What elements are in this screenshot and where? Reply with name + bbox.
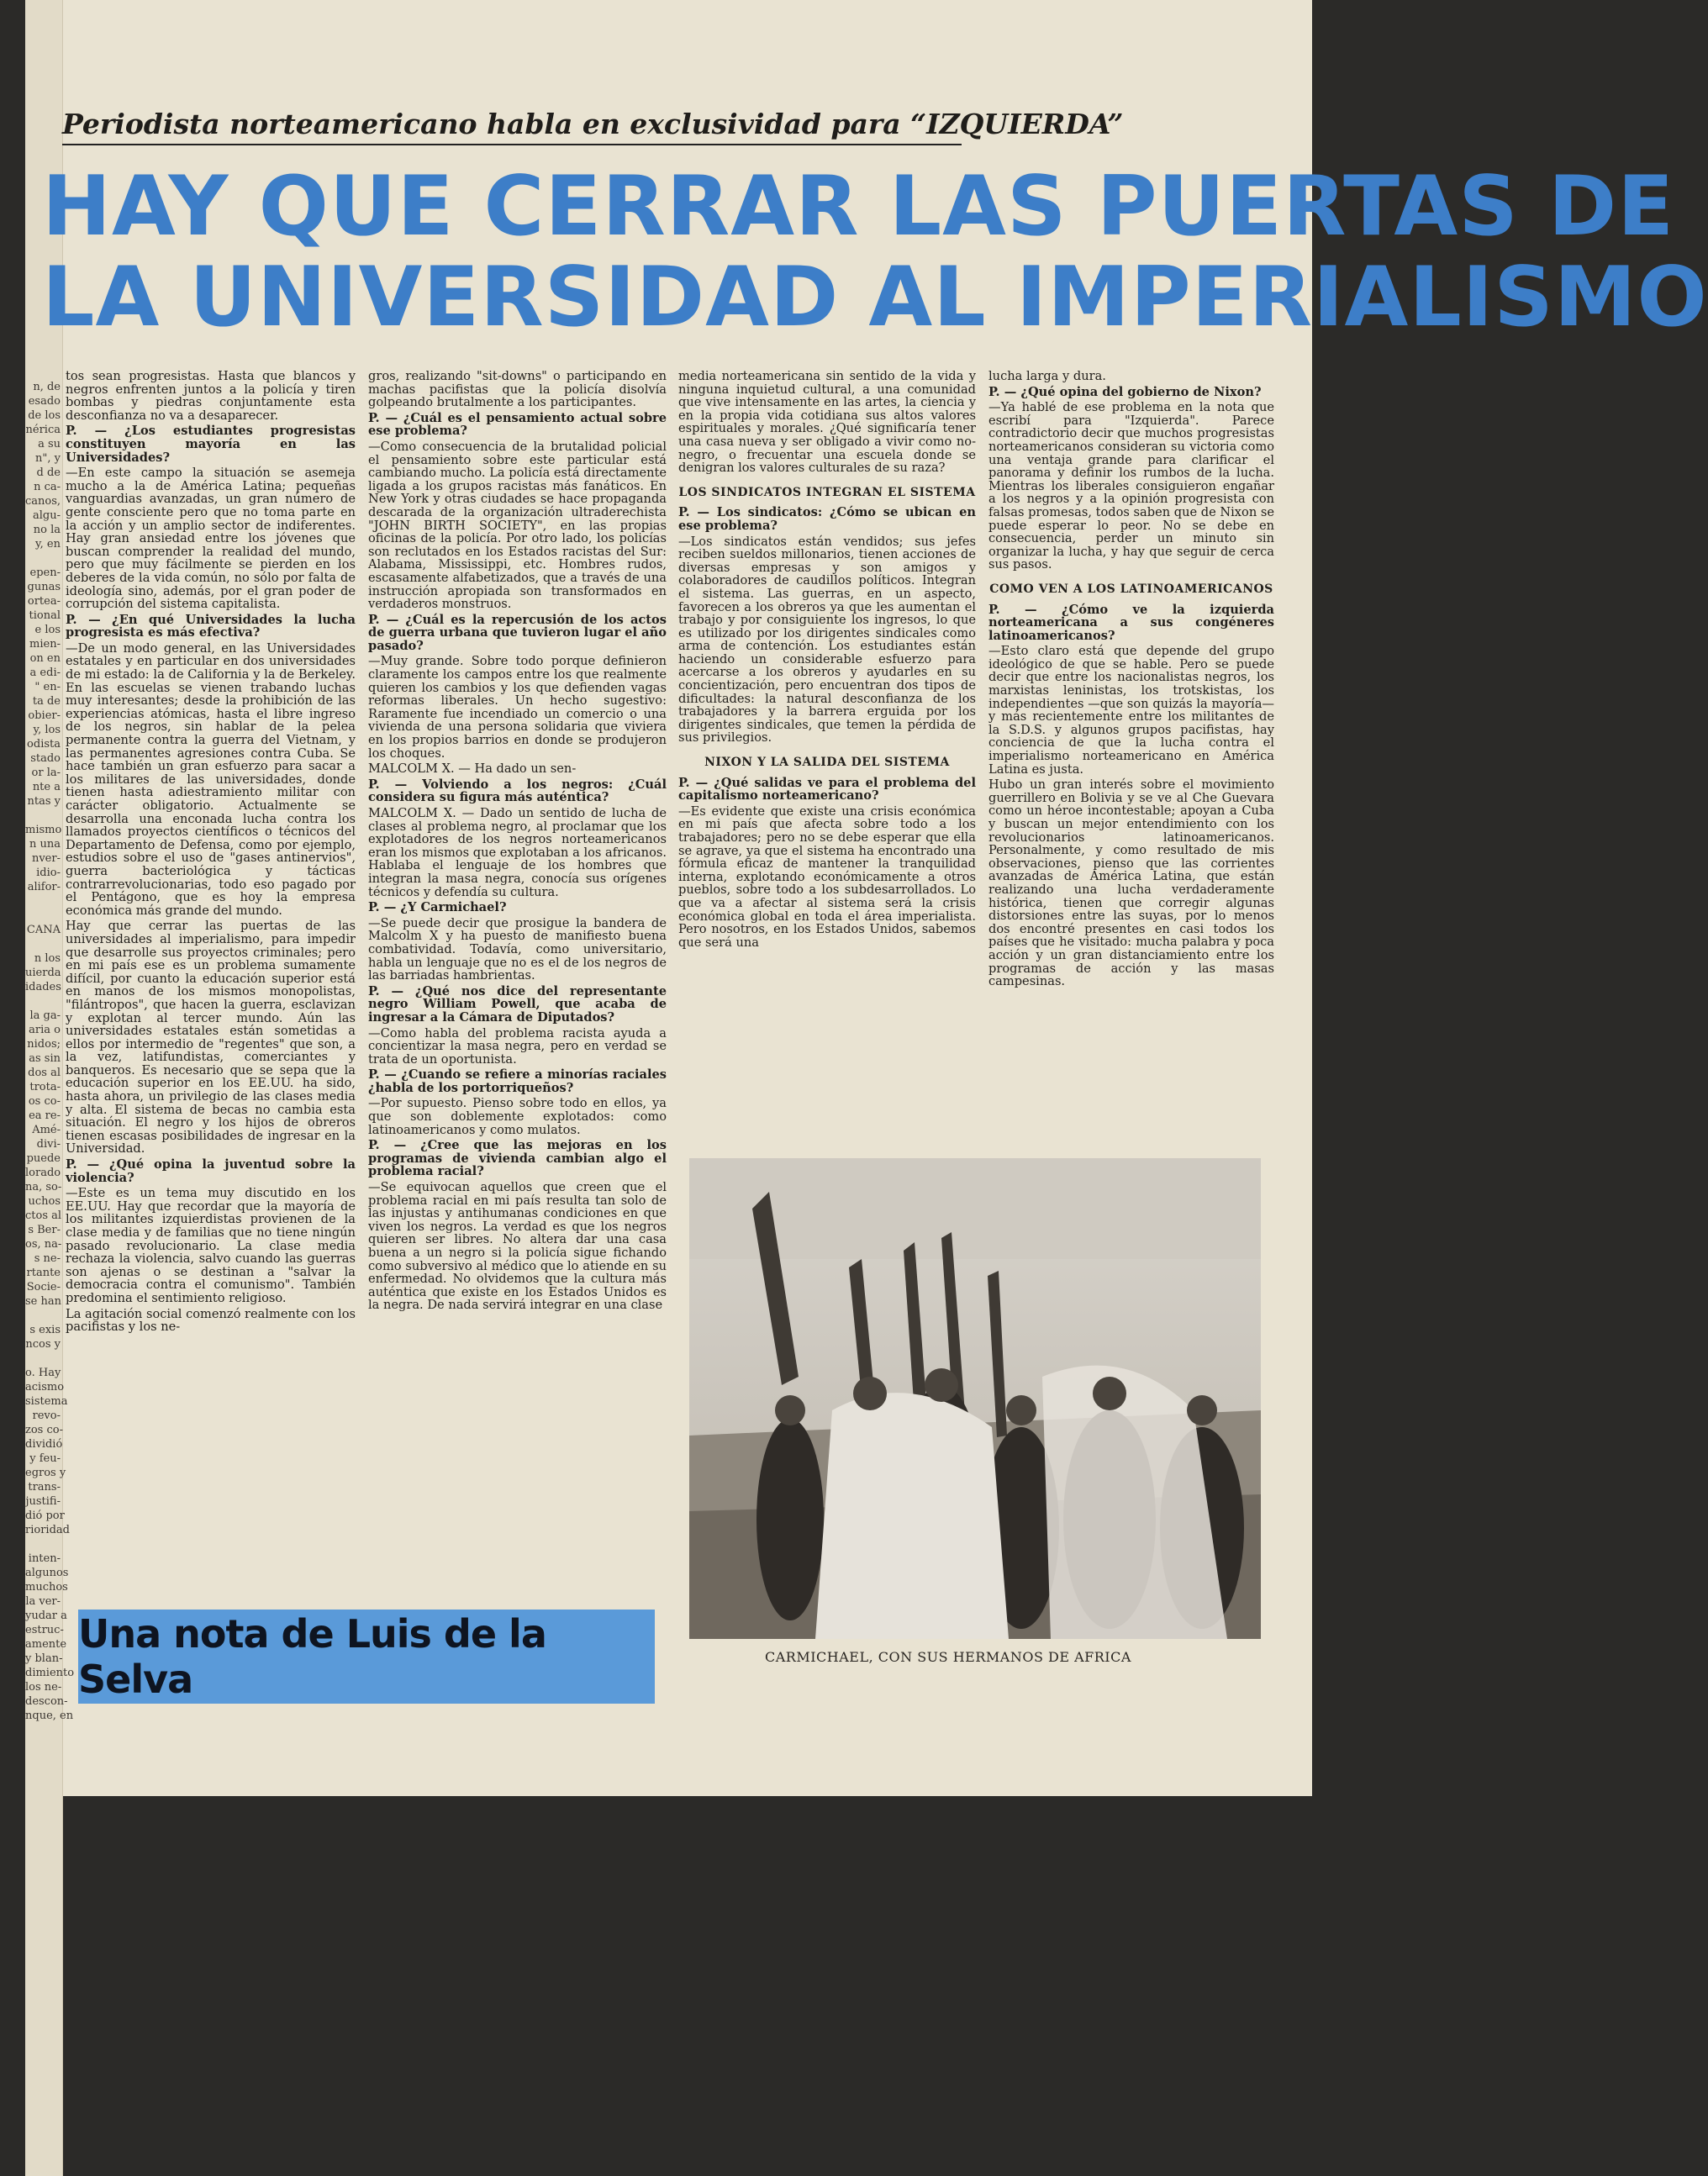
previous-page-fragment: dos al bbox=[28, 1067, 61, 1079]
paragraph: MALCOLM X. — Ha dado un sen- bbox=[368, 761, 577, 777]
article-column-2 bbox=[368, 370, 667, 1315]
previous-page-fragment: acismo bbox=[25, 1381, 65, 1394]
previous-page-fragment: y feu- bbox=[29, 1452, 61, 1465]
previous-page-fragment: o. Hay bbox=[25, 1367, 61, 1379]
paragraph: —En este campo la situación se asemeja mucho a la de América Latina; pequeñas vanguardias avanzadas, un gran número de gente consciente pero que no toma parte en la acción y un amplio sector de indiferentes. Hay gran ansiedad entre los jóvenes que buscan comprender la realidad del mundo, pero que muy fácilmente se pierden en los deberes de la vida común, no sólo por falta de ideología sino, además, por el gran poder de corrupción del sistema capitalista. bbox=[66, 466, 356, 612]
previous-page-fragment: ntas y bbox=[27, 795, 61, 808]
interview-question: P. — ¿Cuál es el pensamiento actual sobre ese problema? bbox=[368, 410, 667, 439]
previous-page-fragment bbox=[25, 994, 62, 1009]
paragraph: —Como habla del problema racista ayuda a concientizar la masa negra, pero en verdad se trata de un oportunista. bbox=[368, 1025, 667, 1067]
previous-page-fragment: Amé- bbox=[32, 1124, 61, 1136]
previous-page-fragment bbox=[25, 1309, 62, 1323]
previous-page-fragment: puede bbox=[26, 1152, 61, 1165]
paragraph: lucha larga y dura. bbox=[988, 369, 1106, 383]
previous-page-fragment: muchos bbox=[25, 1581, 68, 1594]
previous-page-fragment: se han bbox=[25, 1295, 61, 1308]
interview-question: P. — Los sindicatos: ¿Cómo se ubican en ese problema? bbox=[678, 505, 976, 533]
interview-question: P. — ¿En qué Universidades la lucha progresista es más efectiva? bbox=[66, 612, 356, 640]
previous-page-fragment: stado bbox=[30, 752, 61, 765]
paragraph: Hay que cerrar las puertas de las universidades al imperialismo, para impedir que desarrolle sus proyectos criminales; pero en mi país ese es un problema sumamente difícil, por cuanto la educación superior está en manos de los mismos monopolistas, "filántropos", que hacen la guerra, esclavizan y explotan al tercer mundo. Aún las universidades estatales están sometidas a ellos por intermedio de "regentes" que son, a la vez, latifundistas, comerciantes y banqueros. Es necesario que se sepa que la educación superior en los EE.UU. ha sido, hasta ahora, un privilegio de las clases media y alta. El sistema de becas no cambia esta situación. El negro y los hijos de obreros tienen escasas posibilidades de ingresar en la Universidad. bbox=[66, 919, 356, 1156]
section-heading: COMO VEN A LOS LATINOAMERICANOS bbox=[989, 582, 1273, 596]
previous-page-fragment: estruc- bbox=[25, 1624, 64, 1636]
photo-caption: CARMICHAEL, CON SUS HERMANOS DE AFRICA bbox=[765, 1649, 1131, 1665]
previous-page-fragment: ea re- bbox=[29, 1109, 61, 1122]
previous-page-fragment: uierda bbox=[25, 967, 61, 979]
kicker-title: Periodista norteamericano habla en exclusividad para “IZQUIERDA” bbox=[62, 108, 962, 145]
previous-page-fragment: na, so- bbox=[25, 1181, 62, 1193]
interview-question: P. — ¿Cómo ve la izquierda norteamericana a sus congéneres latinoamericanos? bbox=[988, 602, 1274, 643]
previous-page-fragment: rtante bbox=[26, 1267, 61, 1279]
previous-page-fragment: s exis bbox=[29, 1324, 61, 1336]
previous-page-fragment: algu- bbox=[33, 509, 61, 522]
previous-page-fragment: s ne- bbox=[34, 1252, 61, 1265]
interview-question: P. — ¿Qué opina del gobierno de Nixon? bbox=[988, 384, 1262, 399]
previous-page-fragment: alifor- bbox=[27, 881, 61, 893]
paragraph: tos sean progresistas. Hasta que blancos y negros enfrenten juntos a la policía y tiren bombas y piedras conjuntamente esta desconfianza no va a desaparecer. bbox=[66, 369, 356, 423]
previous-page-fragment: de los bbox=[28, 409, 61, 422]
previous-page-fragment: obier- bbox=[28, 709, 61, 722]
previous-page-fragment: y blan- bbox=[25, 1652, 63, 1665]
previous-page-fragment: s Ber- bbox=[28, 1224, 61, 1236]
article-column-1 bbox=[66, 370, 356, 1336]
paragraph: —Esto claro está que depende del grupo ideológico de que se hable. Pero se puede decir que entre los nacionalistas negros, los marxistas leninistas, los trotskistas, los independientes —que son quizás la mayoría— y más recientemente entre los militantes de la S.D.S. y algunos grupos pacifistas, hay conciencia de que la lucha contra el imperialismo norteamericano en América Latina es justa. bbox=[988, 644, 1274, 777]
paragraph: —Muy grande. Sobre todo porque definieron claramente los campos entre los que realmente quieren los cambios y los que defienden vagas reformas liberales. Un hecho sugestivo: Raramente fue incendiado un comercio o una vivienda de una persona solidaria que viviera en los propios barrios en donde se produjeron los choques. bbox=[368, 654, 667, 761]
previous-page-fragment: ta de bbox=[32, 695, 61, 708]
previous-page-fragment bbox=[25, 1351, 62, 1366]
previous-page-fragment: n", y bbox=[35, 452, 61, 465]
previous-page-fragment: CANA bbox=[26, 924, 61, 936]
previous-page-fragment: ncos y bbox=[25, 1338, 61, 1351]
previous-page-fragment: e los bbox=[34, 624, 61, 636]
previous-page-fragment: y, los bbox=[33, 724, 61, 736]
previous-page-fragment: nver- bbox=[31, 852, 61, 865]
previous-page-fragment: la ver- bbox=[25, 1595, 61, 1608]
interview-question: P. — ¿Cuál es la repercusión de los actos de guerra urbana que tuvieron lugar el año pasado? bbox=[368, 612, 667, 653]
interview-question: P. — Volviendo a los negros: ¿Cuál considera su figura más auténtica? bbox=[368, 777, 667, 805]
previous-page-fragment: nidos; bbox=[27, 1038, 61, 1051]
interview-question: P. — ¿Cuando se refiere a minorías raciales ¿habla de los portorriqueños? bbox=[368, 1067, 667, 1095]
previous-page-fragment: epen- bbox=[29, 566, 61, 579]
paragraph: —Es evidente que existe una crisis económica en mi país que afecta sobre todo a los trabajadores; pero no se debe esperar que ella se agrave, ya que el sistema ha encontrado una fórmula eficaz de mantener la tranquilidad interna, explotando económicamente a otros pueblos, sobre todo a los subdesarrollados. Lo que va a afectar al sistema será la crisis económica global en toda el área imperialista. Pero nosotros, en los Estados Unidos, sabemos que será una bbox=[678, 803, 976, 950]
previous-page-fragment: dimiento bbox=[25, 1667, 75, 1679]
paragraph: MALCOLM X. — Dado un sentido de lucha de clases al problema negro, al proclamar que los explotadores de los negros norteamericanos eran los mismos que explotaban a los africanos. Hablaba el lenguaje de los hombres que integran la masa negra, conocía sus orígenes técnicos y defendía su cultura. bbox=[368, 806, 667, 899]
previous-page-fragment: idio- bbox=[36, 867, 61, 879]
previous-page-fragment: divi- bbox=[36, 1138, 61, 1151]
previous-page-fragment: ortea- bbox=[27, 595, 61, 608]
byline-banner bbox=[78, 1610, 655, 1704]
previous-page-fragment: esado bbox=[28, 395, 61, 408]
previous-page-fragment: mien- bbox=[29, 638, 61, 651]
section-heading: NIXON Y LA SALIDA DEL SISTEMA bbox=[704, 756, 950, 770]
previous-page-fragment: revo- bbox=[32, 1409, 61, 1422]
previous-page-fragment bbox=[25, 937, 62, 951]
previous-page-fragment bbox=[25, 1537, 62, 1552]
paragraph: —Como consecuencia de la brutalidad policial el pensamiento sobre este particular está cambiando mucho. La policía está directamente ligada a los grupos racistas más fanáticos. En New York y otras ciudades se hace propaganda descarada de la organización ultraderechista "JOHN BIRTH SOCIETY", en las propias oficinas de la policía. Por otro lado, los policías son reclutados en los Estados racistas del Sur: Alabama, Mississippi, etc. Hombres rudos, escasamente alfabetizados, que a través de una instrucción apropiada son transformados en verdaderos monstruos. bbox=[368, 439, 667, 612]
previous-page-fragment: ctos al bbox=[25, 1209, 62, 1222]
article-column-3 bbox=[678, 370, 976, 951]
previous-page-fragment: amente bbox=[25, 1638, 67, 1651]
previous-page-fragment: canos, bbox=[25, 495, 61, 508]
interview-question: P. — ¿Qué salidas ve para el problema del capitalismo norteamericano? bbox=[678, 775, 976, 803]
interview-question: P. — ¿Y Carmichael? bbox=[368, 900, 507, 915]
headline-line-1: HAY QUE CERRAR LAS PUERTAS DE bbox=[42, 159, 1675, 255]
previous-page-fragment: nte a bbox=[32, 781, 61, 793]
byline-text: Una nota de Luis de la Selva bbox=[78, 1611, 546, 1702]
paragraph: —Ya hablé de ese problema en la nota que escribí para "Izquierda". Parece contradictorio decir que muchos progresistas norteamericanos consideran su victoria como una ventaja grande para clarificar el panorama y definir los rumbos de la lucha. Mientras los liberales consiguieron engañar a los negros y a la opinión progresista con falsas promesas, todos saben que de Nixon se puede esperar lo peor. No se debe en consecuencia, perder un minuto sin organizar la lucha, y hay que seguir de cerca sus pasos. bbox=[988, 400, 1274, 572]
interview-question: P. — ¿Qué nos dice del representante negro William Powell, que acaba de ingresar a la Cámara de Diputados? bbox=[368, 983, 667, 1025]
previous-page-fragment: rioridad bbox=[25, 1524, 70, 1536]
previous-page-fragment: sistema bbox=[25, 1395, 68, 1408]
main-headline bbox=[42, 159, 1708, 345]
previous-page-fragment: d de bbox=[36, 466, 61, 479]
previous-page-fragment: y, en bbox=[35, 538, 61, 551]
previous-page-fragment: lorado bbox=[25, 1167, 61, 1179]
previous-page-fragment: or la- bbox=[31, 767, 61, 779]
previous-page-fragment: mismo bbox=[25, 824, 62, 836]
paragraph: —Este es un tema muy discutido en los EE.UU. Hay que recordar que la mayoría de los militantes izquierdistas provienen de la clase media y de familias que no tiene ningún pasado revolucionario. La clase media rechaza la violencia, salvo cuando las guerras son ajenas o se destinan a "salvar la democracia contra el comunismo". También predomina el sentimiento religioso. bbox=[66, 1186, 356, 1305]
paragraph: gros, realizando "sit-downs" o participando en machas pacifistas que la policía disolvía golpeando brutalmente a los participantes. bbox=[368, 369, 667, 410]
previous-page-fragment bbox=[25, 894, 62, 909]
previous-page-fragment: yudar a bbox=[25, 1610, 67, 1622]
interview-question: P. — ¿Cree que las mejoras en los programas de vivienda cambian algo el problema racial? bbox=[368, 1138, 667, 1179]
previous-page-fragment bbox=[25, 551, 62, 566]
paragraph: —De un modo general, en las Universidades estatales y en particular en dos universidades de mi estado: la de California y la de Berkeley. En las escuelas se vienen trabando luchas muy interesantes; desde la prohibición de las experiencias atómicas, hasta el libre ingreso de los negros, sin hablar de la pelea permanente contra la guerra del Vietnam, y las permanentes agresiones contra Cuba. Se hace también un gran esfuerzo para sacar a los militares de las universidades, donde tienen hasta adiestramiento militar con carácter obligatorio. Actualmente se desarrolla una enconada lucha contra los llamados proyectos científicos o técnicos del Departamento de Defensa, como por ejemplo, estudios sobre el uso de "gases antinervios", guerra bacteriológica y tácticas contrarrevolucionarias, todo eso pagado por el Pentágono, que es hoy la empresa económica más grande del mundo. bbox=[66, 640, 356, 918]
previous-page-fragment bbox=[25, 809, 62, 823]
previous-page-fragment: n, de bbox=[33, 381, 61, 393]
previous-page-fragment: trota- bbox=[29, 1081, 61, 1093]
carmichael-photo bbox=[689, 1158, 1261, 1639]
paragraph: —Se equivocan aquellos que creen que el problema racial en mi país resulta tan solo de las injustas y antihumanas condiciones en que viven los negros. La verdad es que los negros quieren ser libres. No altera dar una casa buena a un negro si la policía sigue fichando como subversivo al médico que lo atiende en su enfermedad. No olvidemos que la cultura más auténtica que existe en los Estados Unidos es la negra. De nada servirá integrar en una clase bbox=[368, 1180, 667, 1313]
interview-question: P. — ¿Qué opina la juventud sobre la violencia? bbox=[66, 1157, 356, 1185]
previous-page-fragment: egros y bbox=[25, 1467, 66, 1479]
previous-page-fragment: uchos bbox=[28, 1195, 61, 1208]
previous-page-fragment: nérica bbox=[25, 424, 61, 436]
previous-page-fragment: a edi- bbox=[29, 666, 61, 679]
interview-question: P. — ¿Los estudiantes progresistas constituyen mayoría en las Universidades? bbox=[66, 424, 356, 465]
previous-page-fragment: dió por bbox=[25, 1510, 65, 1522]
previous-page-fragment: los ne- bbox=[25, 1681, 62, 1694]
previous-page-fragment: n una bbox=[29, 838, 61, 851]
previous-page-fragment: descon- bbox=[25, 1695, 68, 1708]
previous-page-fragment: inten- bbox=[28, 1552, 61, 1565]
previous-page-fragment: on en bbox=[29, 652, 61, 665]
previous-page-fragment: gunas bbox=[27, 581, 61, 593]
previous-page-fragment: tional bbox=[29, 609, 61, 622]
article-column-4 bbox=[988, 370, 1274, 991]
previous-page-fragment: dividió bbox=[25, 1438, 63, 1451]
previous-page-fragment: as sin bbox=[29, 1052, 61, 1065]
previous-page-fragment: " en- bbox=[34, 681, 61, 693]
previous-page-fragment: trans- bbox=[28, 1481, 61, 1494]
paragraph: media norteamericana sin sentido de la vida y ninguna inquietud cultural, a una comunidad que vive intensamente en las artes, la ciencia y en la propia vida cotidiana sus altos valores espirituales y morales. ¿Qué significaría tener una casa nueva y ser obligado a vivir como no-negro, o frecuentar una escuela donde se denigran los valores culturales de su raza? bbox=[678, 369, 976, 476]
paragraph: Hubo un gran interés sobre el movimiento guerrillero en Bolivia y se ve al Che Guevara como un héroe incontestable; apoyan a Cuba y buscan un mejor entendimiento con los revolucionarios latinoamericanos. Personalmente, y como resultado de mis observaciones, pienso que las corrientes avanzadas de América Latina, que están realizando una lucha verdaderamente histórica, tienen que corregir algunas distorsiones entre las suyas, por lo menos dos encontré presentes en casi todos los países que he visitado: mucha palabra y poca acción y un gran distanciamiento entre los programas de acción y las masas campesinas. bbox=[988, 777, 1274, 989]
previous-page-fragment: la ga- bbox=[29, 1009, 61, 1022]
previous-page-fragment: aria o bbox=[29, 1024, 61, 1036]
previous-page-fragment: os, na- bbox=[25, 1238, 62, 1251]
previous-page-fragment: algunos bbox=[25, 1567, 69, 1579]
previous-page-fragment: a su bbox=[38, 438, 61, 450]
previous-page-fragment: nque, en bbox=[25, 1710, 74, 1722]
paragraph: —Se puede decir que prosigue la bandera de Malcolm X y ha puesto de manifiesto buena combatividad. Todavía, como universitario, habla un lenguaje que no es el de los negros de las barriadas hambrientas. bbox=[368, 915, 667, 983]
previous-page-fragment bbox=[25, 909, 62, 923]
previous-page-fragment: os co- bbox=[28, 1095, 61, 1108]
previous-page-fragment: n ca- bbox=[34, 481, 61, 493]
previous-page-fragment: no la bbox=[33, 524, 61, 536]
newspaper-page bbox=[25, 0, 1708, 1796]
paragraph: La agitación social comenzó realmente con los pacifistas y los ne- bbox=[66, 1306, 356, 1335]
previous-page-fragment: odista bbox=[27, 738, 61, 751]
previous-page-fragment: zos co- bbox=[25, 1424, 63, 1436]
previous-page-fragment: Socie- bbox=[26, 1281, 61, 1293]
paragraph: —Por supuesto. Pienso sobre todo en ellos, ya que son doblemente explotados: como latinoamericanos y como mulatos. bbox=[368, 1096, 667, 1137]
previous-page-fragment: idades bbox=[25, 981, 61, 993]
paragraph: —Los sindicatos están vendidos; sus jefes reciben sueldos millonarios, tienen acciones de diversas empresas y son amigos y colaboradores de caudillos políticos. Integran el sistema. Las guerras, en un aspecto, favorecen a los obreros ya que les aumentan el trabajo y por consiguiente los ingresos, lo que es utilizado por los dirigentes sindicales como arma de contención. Los estudiantes están haciendo un considerable esfuerzo para acercarse a los obreros y ayudarles en su concientización, pero encuentran dos tipos de dificultades: la natural desconfianza de los trabajadores y la barrera erguida por los dirigentes sindicales, que temen la pérdida de sus privilegios. bbox=[678, 534, 976, 746]
previous-page-fragment: justifi- bbox=[25, 1495, 61, 1508]
section-heading: LOS SINDICATOS INTEGRAN EL SISTEMA bbox=[678, 485, 976, 499]
headline-line-2: LA UNIVERSIDAD AL IMPERIALISMO bbox=[42, 250, 1708, 345]
previous-page-fragment: n los bbox=[34, 952, 61, 965]
